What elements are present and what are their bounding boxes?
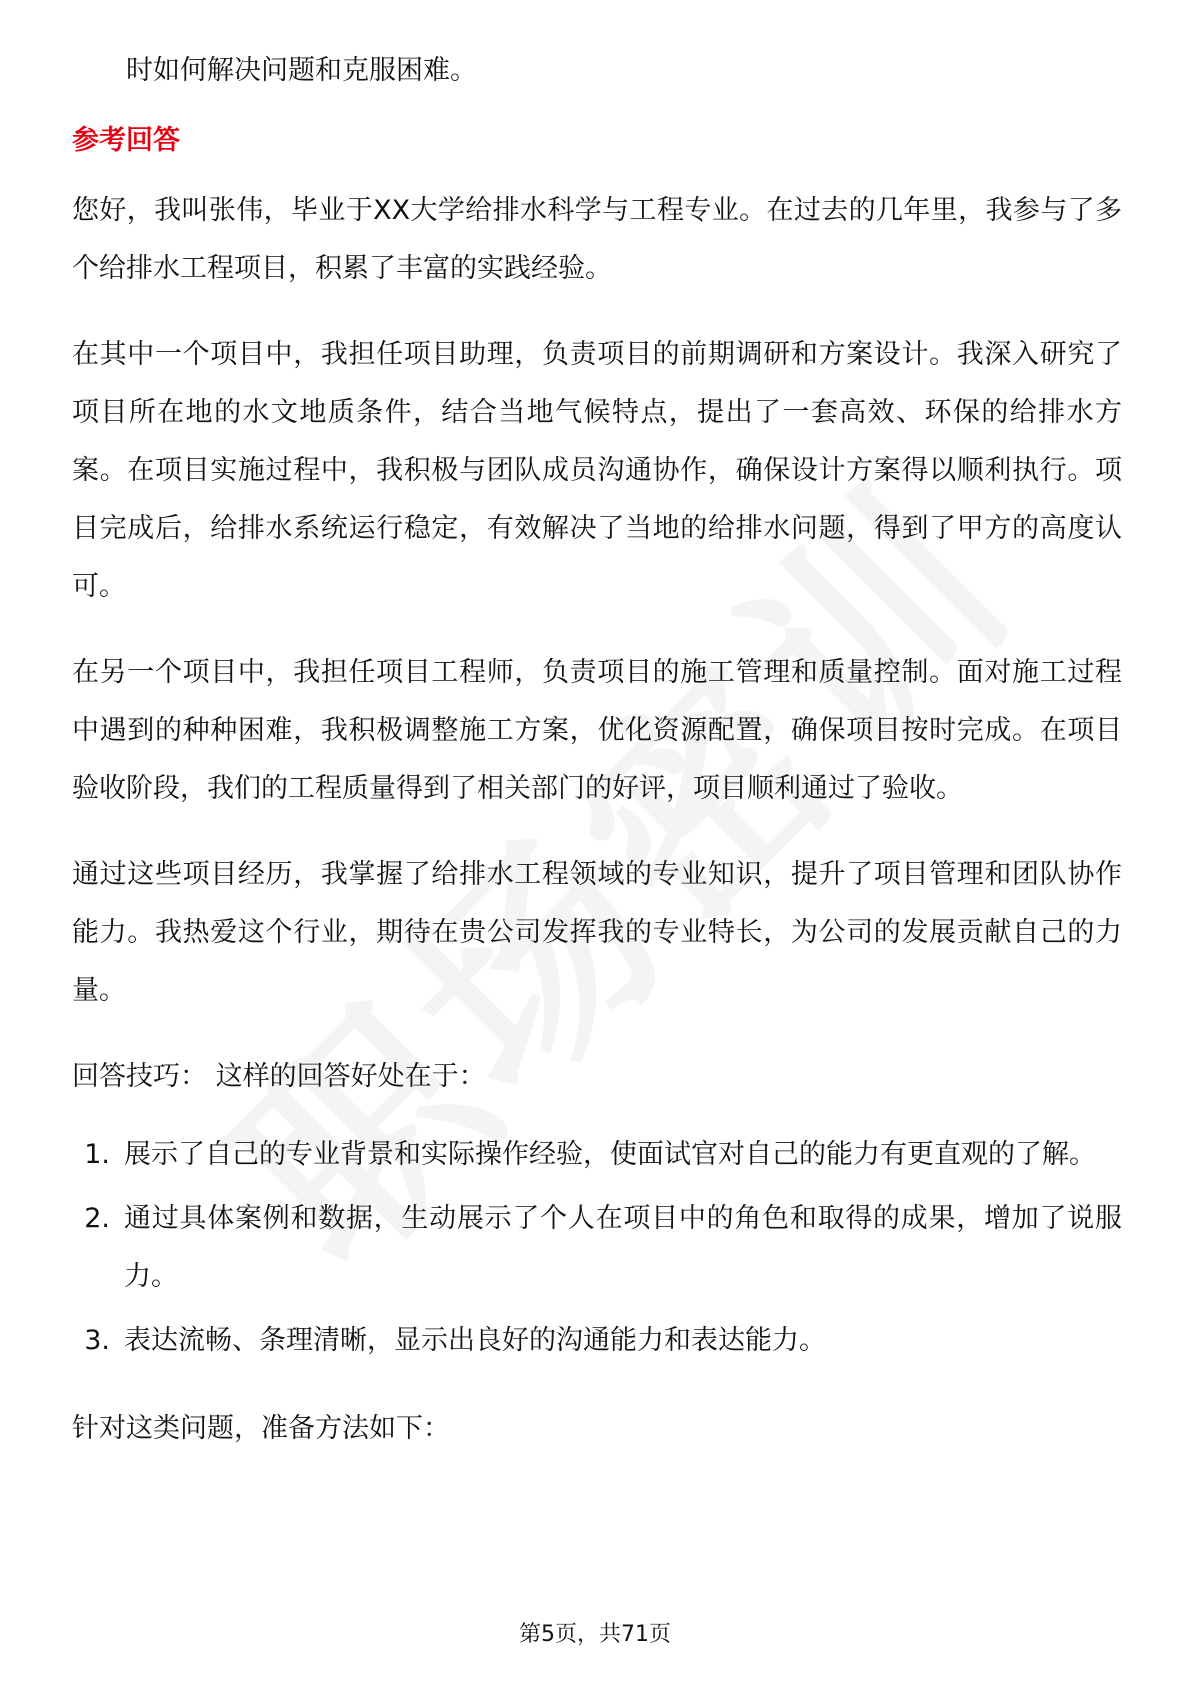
list-item: [72, 1126, 1122, 1184]
answer-paragraph-2: 在其中一个项目中，我担任项目助理，负责项目的前期调研和方案设计。我深入研究了项目所在地的水文地质条件，结合当地气候特点，提出了一套高效、环保的给排水方案。在项目实施过程中，我积极与团队成员沟通协作，确保设计方案得以顺利执行。项目完成后，给排水系统运行稳定，有效解决了当地的给排水问题，得到了甲方的高度认可。: [72, 339, 1122, 602]
answer-paragraph-4: 通过这些项目经历，我掌握了给排水工程领域的专业知识，提升了项目管理和团队协作能力。我热爱这个行业，期待在贵公司发挥我的专业特长，为公司的发展贡献自己的力量。: [72, 859, 1122, 1006]
list-number: 3.: [84, 1325, 110, 1356]
list-item: [72, 1312, 1122, 1370]
page-number: 第5页，共71页: [519, 1622, 671, 1647]
list-number: 1.: [84, 1139, 110, 1170]
tips-label: 回答技巧： 这样的回答好处在于：: [72, 1061, 486, 1092]
preparation-label: 针对这类问题，准备方法如下：: [72, 1413, 450, 1444]
continued-line: 时如何解决问题和克服困难。: [126, 55, 477, 86]
page-content: [72, 42, 1122, 1478]
list-number: 2.: [84, 1203, 110, 1234]
list-item-text: 表达流畅、条理清晰，显示出良好的沟通能力和表达能力。: [124, 1325, 826, 1356]
list-item-text: 通过具体案例和数据，生动展示了个人在项目中的角色和取得的成果，增加了说服力。: [124, 1203, 1122, 1292]
list-item: [72, 1190, 1122, 1306]
tips-list: [72, 1126, 1122, 1370]
answer-paragraph-1: 您好，我叫张伟，毕业于XX大学给排水科学与工程专业。在过去的几年里，我参与了多个给排水工程项目，积累了丰富的实践经验。: [72, 195, 1122, 284]
list-item-text: 展示了自己的专业背景和实际操作经验，使面试官对自己的能力有更直观的了解。: [124, 1139, 1096, 1170]
reference-answer-heading: 参考回答: [72, 125, 180, 156]
answer-paragraph-3: 在另一个项目中，我担任项目工程师，负责项目的施工管理和质量控制。面对施工过程中遇到的种种困难，我积极调整施工方案，优化资源配置，确保项目按时完成。在项目验收阶段，我们的工程质量得到了相关部门的好评，项目顺利通过了验收。: [72, 657, 1122, 804]
